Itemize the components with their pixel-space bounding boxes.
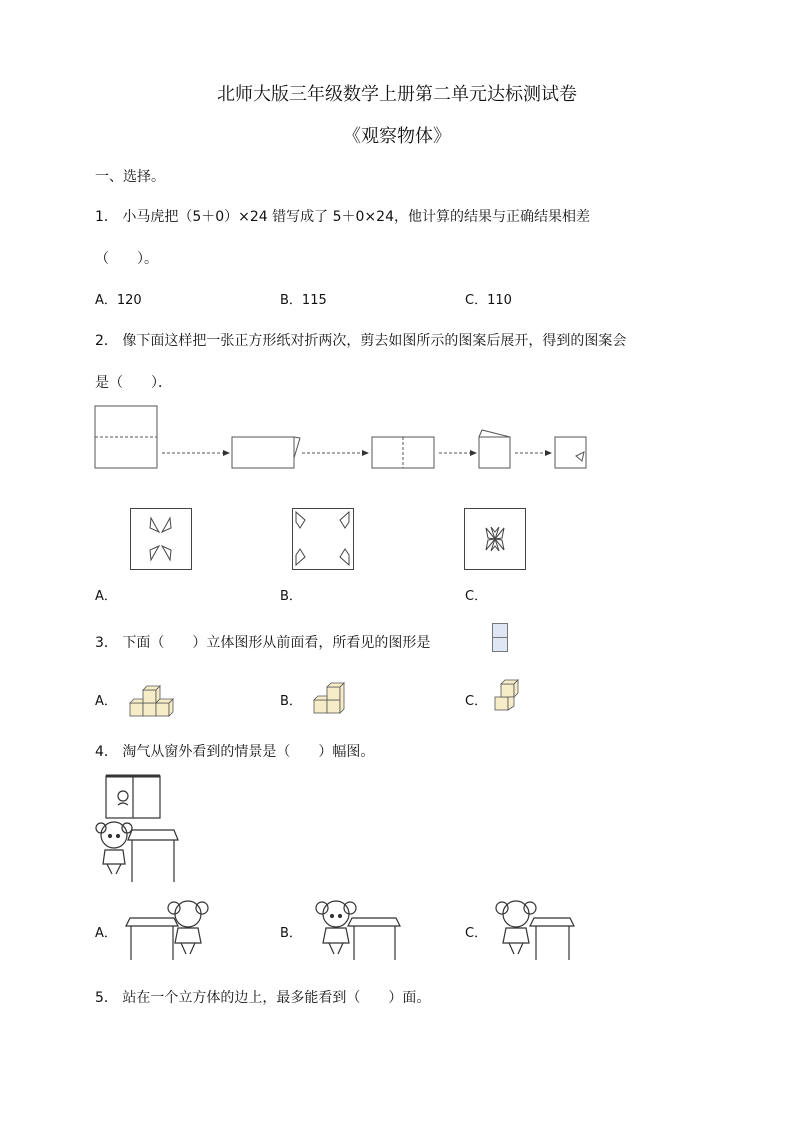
- q2-figure-b: [292, 508, 354, 570]
- q4-scene-c: [494, 898, 586, 964]
- q4-scene-a: [126, 898, 218, 964]
- paper-folding-diagram: [90, 400, 590, 472]
- front-view-shape: [492, 623, 508, 653]
- q2-option-a[interactable]: A．: [95, 589, 117, 604]
- q4-option-c[interactable]: C．: [465, 926, 488, 941]
- q4-option-b[interactable]: B．: [280, 926, 302, 941]
- q1-option-a[interactable]: A．120: [95, 293, 142, 308]
- q2-figure-a: [130, 508, 192, 570]
- q2-option-c[interactable]: C．: [465, 589, 488, 604]
- q4-text: 4． 淘气从窗外看到的情景是（ ）幅图。: [95, 744, 375, 760]
- q3-cubes-b: [310, 682, 350, 716]
- q1-option-c[interactable]: C．110: [465, 293, 512, 308]
- q2-text-line2: 是（ ）．: [95, 375, 172, 391]
- q2-option-b[interactable]: B．: [280, 589, 302, 604]
- q1-option-b[interactable]: B．115: [280, 293, 327, 308]
- q5-text: 5． 站在一个立方体的边上，最多能看到（ ）面。: [95, 990, 431, 1006]
- q3-option-b[interactable]: B．: [280, 694, 302, 709]
- q3-text: 3． 下面（ ）立体图形从前面看，所看见的图形是: [95, 635, 431, 651]
- q4-option-a[interactable]: A．: [95, 926, 117, 941]
- q3-cubes-c: [492, 678, 520, 714]
- page-title: 北师大版三年级数学上册第二单元达标测试卷: [217, 84, 577, 105]
- page-subtitle: 《观察物体》: [343, 126, 451, 147]
- section-heading: 一、选择。: [95, 169, 165, 185]
- q4-scene-b: [312, 898, 404, 964]
- q1-text-line2: （ ）。: [95, 251, 158, 267]
- q2-figure-c: [464, 508, 526, 570]
- q3-cubes-a: [125, 685, 175, 719]
- q3-option-c[interactable]: C．: [465, 694, 488, 709]
- q1-text-line1: 1． 小马虎把（5＋0）×24 错写成了 5＋0×24，他计算的结果与正确结果相差: [95, 209, 590, 225]
- q3-option-a[interactable]: A．: [95, 694, 117, 709]
- window-scene-illustration: [92, 772, 184, 884]
- q2-text-line1: 2． 像下面这样把一张正方形纸对折两次，剪去如图所示的图案后展开，得到的图案会: [95, 333, 627, 349]
